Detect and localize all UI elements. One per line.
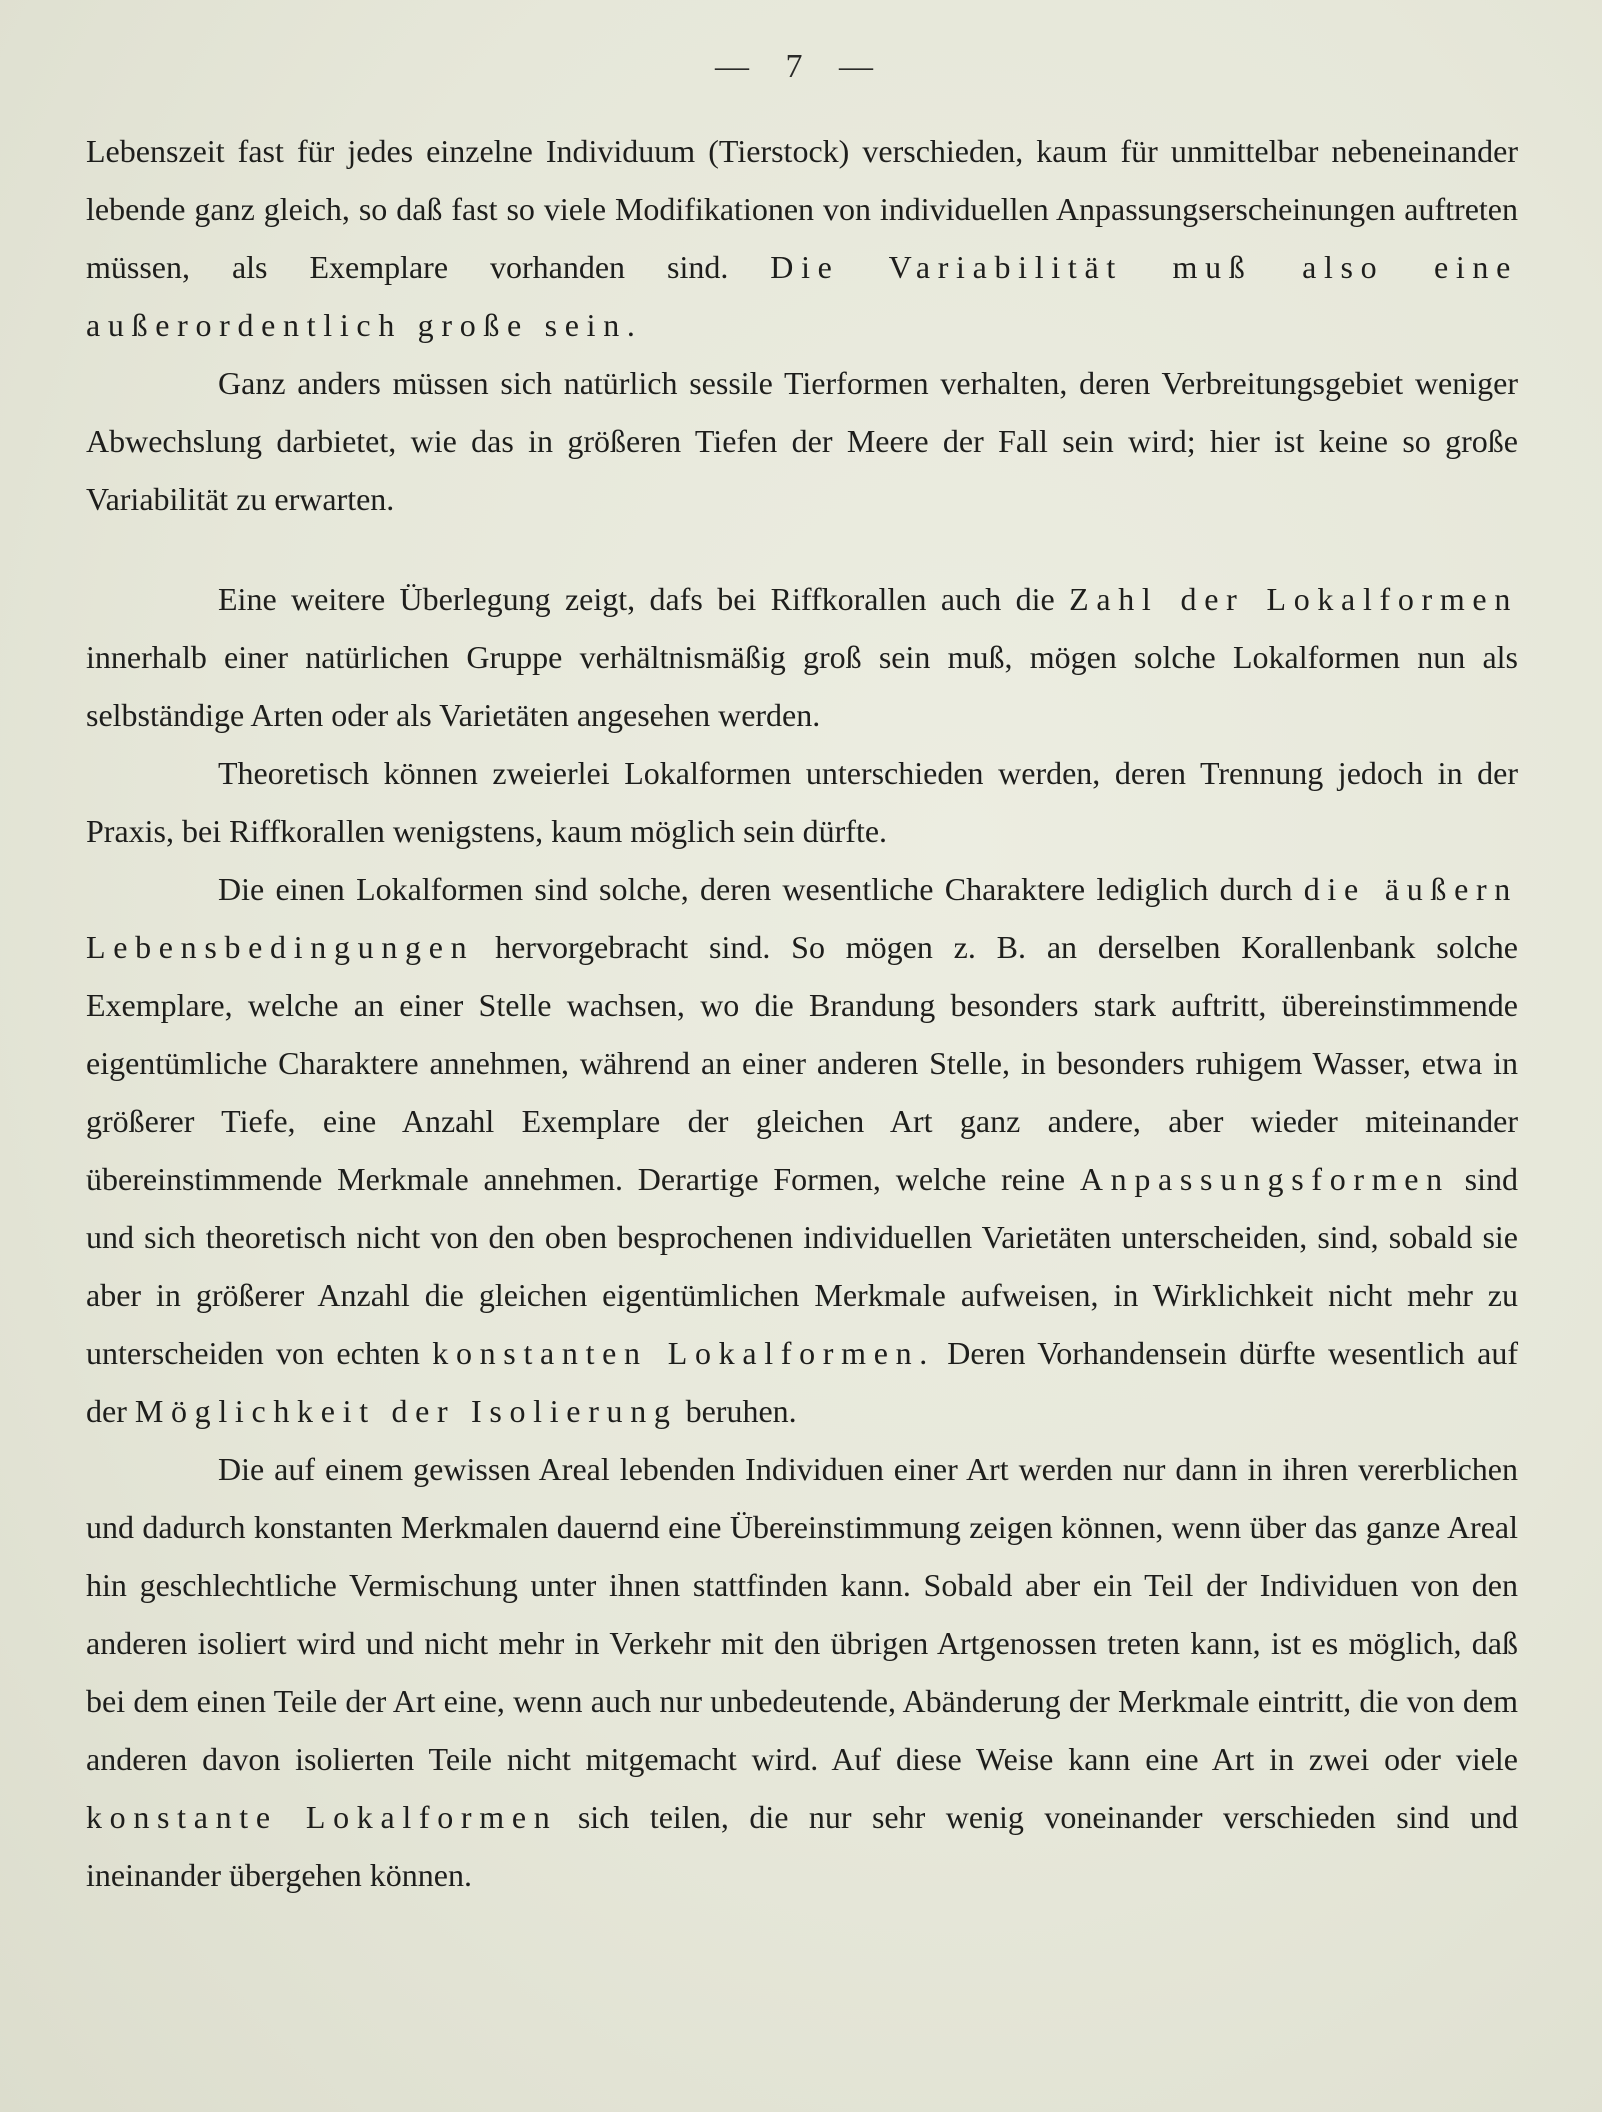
- emphasized-text: Zahl der Lokalformen: [1069, 581, 1518, 617]
- emphasized-text: Möglichkeit der Isolierung: [134, 1393, 678, 1429]
- text-run: Die einen Lokalformen sind solche, deren wesentliche Charaktere lediglich durch: [218, 871, 1304, 907]
- text-run: Ganz anders müssen sich natürlich sessile Tierformen verhalten, deren Verbreitungsgebiet weniger Abwechslung darbietet, wie das in größeren Tiefen der Meere der Fall sein wird; hier ist keine so große Variabilität zu erwarten.: [86, 365, 1518, 517]
- body-text: [86, 122, 1518, 1904]
- paragraph: [86, 860, 1518, 1440]
- paragraph: [86, 354, 1518, 528]
- emphasized-text: konstante Lokalformen: [86, 1799, 558, 1835]
- text-run: sich teilen, die nur sehr wenig voneinander verschieden sind und ineinander übergehen können.: [86, 1799, 1518, 1893]
- emphasized-text: Die Variabilität muß also eine außerordentlich große sein.: [86, 249, 1518, 343]
- text-run: Lebenszeit fast für jedes einzelne Individuum (Tierstock) verschieden, kaum für unmittelbar nebeneinander lebende ganz gleich, so daß fast so viele Modifikationen von individuellen Anpassungserscheinungen auftreten müssen, als Exemplare vorhanden sind.: [86, 133, 1518, 285]
- emphasized-text: konstanten Lokalformen.: [432, 1335, 935, 1371]
- text-run: Theoretisch können zweierlei Lokalformen unterschieden werden, deren Trennung jedoch in der Praxis, bei Riffkorallen wenigstens, kaum möglich sein dürfte.: [86, 755, 1518, 849]
- paragraph: [86, 1440, 1518, 1904]
- text-run: beruhen.: [677, 1393, 797, 1429]
- text-run: Deren Vorhandensein dürfte wesentlich auf der: [86, 1335, 1519, 1429]
- text-run: sind und sich theoretisch nicht von den oben besprochenen individuellen Varietäten unterscheiden, sind, sobald sie aber in größerer Anzahl die gleichen eigentümlichen Merkmale aufweisen, in Wirklichkeit nicht mehr zu unterscheiden von echten: [86, 1161, 1519, 1371]
- paragraph: [86, 570, 1518, 744]
- paragraph: [86, 122, 1518, 354]
- text-run: hervorgebracht sind. So mögen z. B. an derselben Korallenbank solche Exemplare, welche an einer Stelle wachsen, wo die Brandung besonders stark auftritt, übereinstimmende eigentümliche Charaktere annehmen, während an einer anderen Stelle, in besonders ruhigem Wasser, etwa in größerer Tiefe, eine Anzahl Exemplare der gleichen Art ganz andere, aber wieder miteinander übereinstimmende Merkmale annehmen. Derartige Formen, welche reine: [86, 929, 1518, 1197]
- emphasized-text: die äußern Lebensbedingungen: [86, 871, 1518, 965]
- paragraph: [86, 744, 1518, 860]
- page-number: — 7 —: [715, 48, 887, 85]
- text-run: Eine weitere Überlegung zeigt, dafs bei Riffkorallen auch die: [218, 581, 1070, 617]
- emphasized-text: Anpassungsformen: [1079, 1161, 1450, 1197]
- text-run: innerhalb einer natürlichen Gruppe verhältnismäßig groß sein muß, mögen solche Lokalformen nun als selbständige Arten oder als Varietäten angesehen werden.: [86, 639, 1518, 733]
- text-run: Die auf einem gewissen Areal lebenden Individuen einer Art werden nur dann in ihren vererblichen und dadurch konstanten Merkmalen dauernd eine Übereinstimmung zeigen können, wenn über das ganze Areal hin geschlechtliche Vermischung unter ihnen stattfinden kann. Sobald aber ein Teil der Individuen von den anderen isoliert wird und nicht mehr in Verkehr mit den übrigen Artgenossen treten kann, ist es möglich, daß bei dem einen Teile der Art eine, wenn auch nur unbedeutende, Abänderung der Merkmale eintritt, die von dem anderen davon isolierten Teile nicht mitgemacht wird. Auf diese Weise kann eine Art in zwei oder viele: [86, 1451, 1518, 1777]
